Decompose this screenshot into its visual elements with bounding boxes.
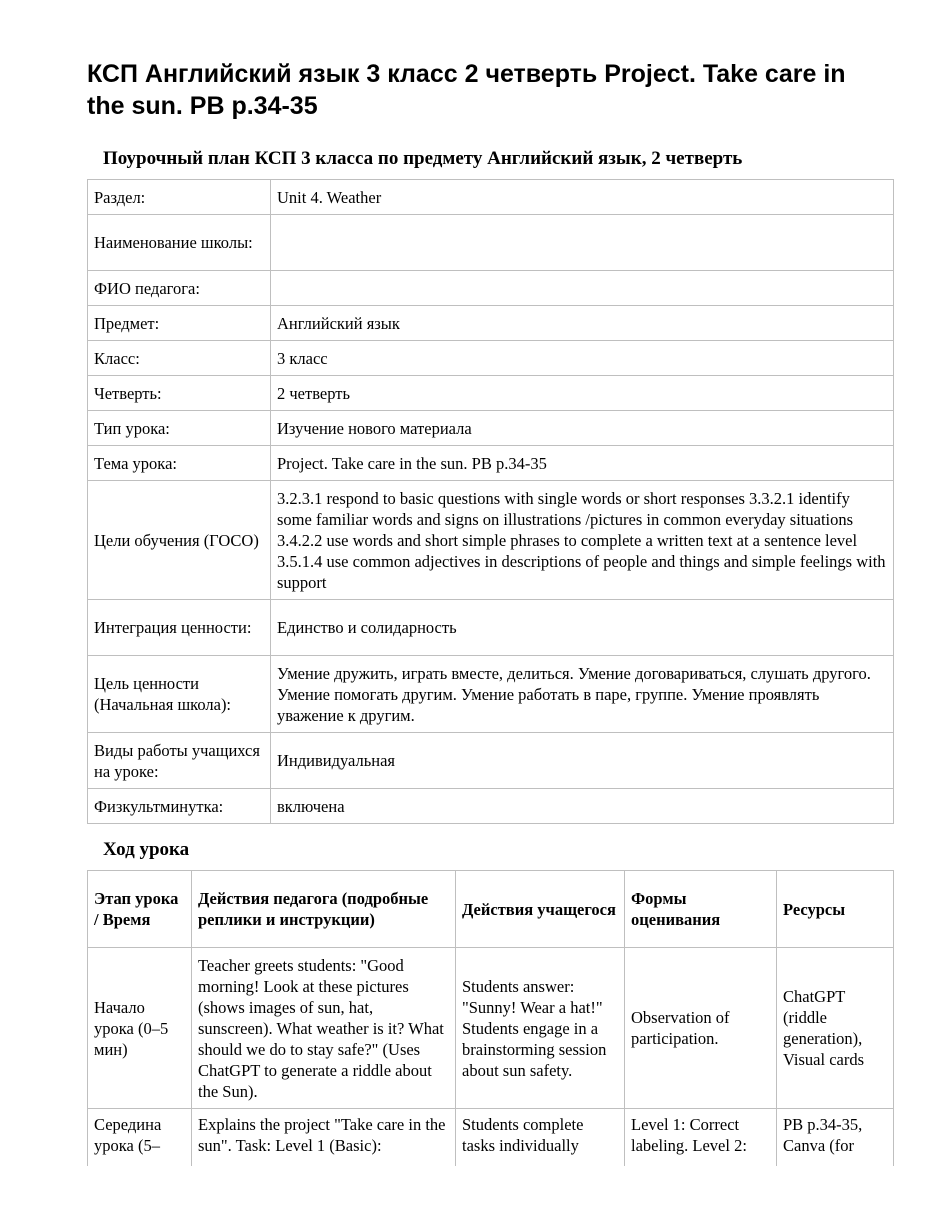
table-row bbox=[88, 306, 894, 341]
info-label: Предмет: bbox=[88, 306, 271, 341]
info-label: Тема урока: bbox=[88, 446, 271, 481]
table-cell: Students complete tasks individually bbox=[456, 1109, 625, 1167]
lesson-info-table bbox=[87, 179, 894, 824]
info-label: Виды работы учащихся на уроке: bbox=[88, 733, 271, 789]
table-row bbox=[88, 1109, 894, 1167]
info-value: Unit 4. Weather bbox=[271, 180, 894, 215]
column-header: Ресурсы bbox=[777, 871, 894, 948]
table-row bbox=[88, 215, 894, 271]
info-label: Четверть: bbox=[88, 376, 271, 411]
info-value bbox=[271, 271, 894, 306]
lesson-course-table bbox=[87, 870, 894, 1166]
info-label: Наименование школы: bbox=[88, 215, 271, 271]
table-row bbox=[88, 600, 894, 656]
info-value: Изучение нового материала bbox=[271, 411, 894, 446]
table-row bbox=[88, 446, 894, 481]
info-value: Единство и солидарность bbox=[271, 600, 894, 656]
info-value: Индивидуальная bbox=[271, 733, 894, 789]
course-heading: Ход урока bbox=[103, 839, 190, 860]
table-cell: Начало урока (0–5 мин) bbox=[88, 948, 192, 1109]
table-row bbox=[88, 376, 894, 411]
table-row bbox=[88, 180, 894, 215]
table-row bbox=[88, 948, 894, 1109]
table-cell: Observation of participation. bbox=[625, 948, 777, 1109]
table-cell: Students answer: "Sunny! Wear a hat!" Students engage in a brainstorming session about sun safety. bbox=[456, 948, 625, 1109]
column-header: Действия учащегося bbox=[456, 871, 625, 948]
column-header: Действия педагога (подробные реплики и инструкции) bbox=[192, 871, 456, 948]
table-header-row bbox=[88, 871, 894, 948]
info-value: 2 четверть bbox=[271, 376, 894, 411]
info-value: 3 класс bbox=[271, 341, 894, 376]
table-row bbox=[88, 656, 894, 733]
info-label: Цель ценности (Начальная школа): bbox=[88, 656, 271, 733]
info-label: Интеграция ценности: bbox=[88, 600, 271, 656]
info-label: Физкультминутка: bbox=[88, 789, 271, 824]
table-row bbox=[88, 341, 894, 376]
table-row bbox=[88, 411, 894, 446]
table-cell: Explains the project "Take care in the sun". Task: Level 1 (Basic): bbox=[192, 1109, 456, 1167]
table-row bbox=[88, 733, 894, 789]
plan-heading: Поурочный план КСП 3 класса по предмету Английский язык, 2 четверть bbox=[103, 148, 743, 169]
table-cell: Level 1: Correct labeling. Level 2: bbox=[625, 1109, 777, 1167]
info-label: Тип урока: bbox=[88, 411, 271, 446]
table-row bbox=[88, 271, 894, 306]
column-header: Этап урока / Время bbox=[88, 871, 192, 948]
table-cell: Середина урока (5– bbox=[88, 1109, 192, 1167]
info-value: Project. Take care in the sun. PB p.34-35 bbox=[271, 446, 894, 481]
info-value: Умение дружить, играть вместе, делиться. Умение договариваться, слушать другого. Умение помогать другим. Умение работать в паре, группе. Умение проявлять уважение к другим. bbox=[271, 656, 894, 733]
table-cell: PB p.34-35, Canva (for bbox=[777, 1109, 894, 1167]
document-title: КСП Английский язык 3 класс 2 четверть Project. Take care in the sun. PB p.34-35 bbox=[87, 60, 846, 120]
info-value bbox=[271, 215, 894, 271]
info-value: включена bbox=[271, 789, 894, 824]
info-label: Раздел: bbox=[88, 180, 271, 215]
table-cell: ChatGPT (riddle generation), Visual cards bbox=[777, 948, 894, 1109]
info-label: ФИО педагога: bbox=[88, 271, 271, 306]
info-value: Английский язык bbox=[271, 306, 894, 341]
info-value: 3.2.3.1 respond to basic questions with single words or short responses 3.3.2.1 identify some familiar words and signs on illustrations /pictures in common everyday situations 3.4.2.2 use words and short simple phrases to complete a written text at a sentence level 3.5.1.4 use common adjectives in descriptions of people and things and simple feelings with support bbox=[271, 481, 894, 600]
info-label: Цели обучения (ГОСО) bbox=[88, 481, 271, 600]
table-row bbox=[88, 789, 894, 824]
table-row bbox=[88, 481, 894, 600]
info-label: Класс: bbox=[88, 341, 271, 376]
column-header: Формы оценивания bbox=[625, 871, 777, 948]
table-cell: Teacher greets students: "Good morning! Look at these pictures (shows images of sun, hat, sunscreen). What weather is it? What should we do to stay safe?" (Uses ChatGPT to generate a riddle about the Sun). bbox=[192, 948, 456, 1109]
